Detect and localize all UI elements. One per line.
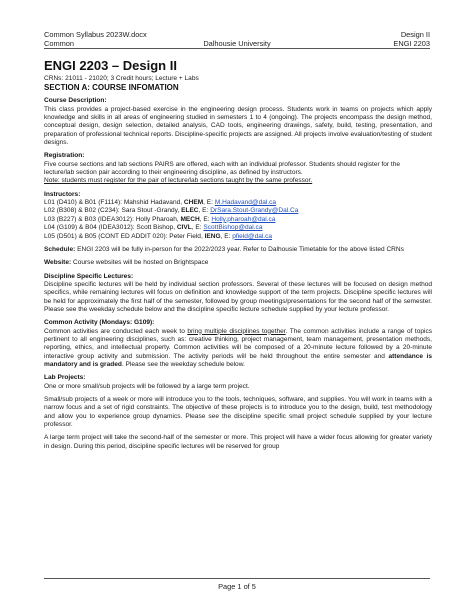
instructors-list [44, 199, 432, 241]
instructor-email-link[interactable]: DrSara.Stout-Grandy@Dal.Ca [210, 207, 299, 215]
instructor-discipline: IENG [204, 232, 221, 240]
instructor-row [44, 216, 432, 224]
discipline-lectures-heading: Discipline Specific Lectures: [44, 272, 134, 280]
instructor-row [44, 224, 432, 232]
footer-divider [44, 578, 430, 579]
header-course-code: ENGI 2203 [393, 39, 430, 48]
instructor-sections: L01 (D410) & B01 (F1114): Mahshid Hadavand, [44, 199, 184, 207]
header-file-name: Common Syllabus 2023W.docx [44, 30, 147, 39]
instructor-email-link[interactable]: pfield@dal.ca [232, 232, 273, 240]
common-activity-emphasis: bring multiple disciplines together [187, 327, 286, 335]
schedule-paragraph [44, 246, 432, 254]
attendance-mandatory-note: attendance is mandatory and is graded [44, 352, 432, 368]
instructors-heading: Instructors: [44, 190, 81, 198]
instructor-discipline: MECH [180, 215, 200, 223]
common-activity-heading: Common Activity (Mondays: G109): [44, 319, 155, 327]
instructor-sections: L03 (B227) & B03 (IDEA3012): Holly Pharoah, [44, 215, 181, 223]
schedule-label: Schedule: [44, 245, 76, 253]
instructor-email-label: , E: [220, 232, 233, 240]
common-activity-text: . Please see the weekday schedule below. [121, 360, 245, 368]
website-label: Website: [44, 259, 72, 267]
instructor-sections: L05 (D501) & B05 (CONT ED ADDIT 020): Peter Field, [44, 232, 205, 240]
instructor-row [44, 233, 432, 241]
crns-line: CRNs: 21011 - 21020; 3 Credit hours; Lecture + Labs [44, 75, 199, 82]
course-description-heading: Course Description: [44, 97, 107, 105]
instructor-email-label: , E: [203, 199, 215, 207]
instructor-sections: L02 (B308) & B02 (C234): Sara Stout -Grandy, [44, 207, 182, 215]
header-category: Common [44, 39, 74, 48]
schedule-text: ENGI 2203 will be fully in-person for the 2022/2023 year. Refer to Dalhousie Timetable for the above listed CRNs [75, 245, 404, 253]
instructor-row [44, 199, 432, 207]
document-body [44, 58, 432, 456]
lab-projects-small: Small/sub projects of a week or more will introduce you to the tools, techniques, software, and supplies. You will work in teams with a narrow focus and a set of rigid constraints. The objective of these projects is to introduce you to the design, build, test methodology and allow you to experience group dynamics. Please see the discipline specific small project schedule supplied by your lecture professor. [44, 396, 432, 429]
lab-projects-heading: Lab Projects: [44, 374, 86, 382]
lab-projects-intro: One or more small/sub projects will be followed by a large term project. [44, 382, 250, 390]
instructor-email-link[interactable]: Holly.pharoah@dal.ca [211, 215, 276, 223]
lab-projects-large: A large term project will take the second-half of the semester or more. This project will have a wider focus allowing for greater variety in design. During this period, discipline specific lectures will be reserved for group [44, 434, 432, 450]
registration-text: Five course sections and lab sections PAIRS are offered, each with an individual professor. Students should register for the lecture/lab section pair according to their engineering discipline, as defined by instructors. [44, 160, 401, 177]
instructor-email-link[interactable]: M.Hadavand@dal.ca [214, 199, 277, 207]
page-number: Page 1 of 5 [218, 582, 256, 591]
registration-paragraph [44, 161, 432, 186]
registration-note: Note: students must register for the pair of lecture/lab sections taught by the same professor. [44, 177, 313, 185]
instructor-discipline: CHEM [183, 199, 204, 207]
document-title: ENGI 2203 – Design II [44, 58, 177, 73]
common-activity-text: . The common activities include a range of topics pertinent to all engineering disciplines, such as: creative thinking, project management, team management, presentation methods, reporting, ethics, and intellectual property. Common activities will be composed of a 20-minute lecture followed by a 20-minute interactive group activity and submission. The activity periods will be held throughout the entire semester and [44, 327, 432, 360]
website-paragraph [44, 259, 432, 267]
instructor-discipline: ELEC [181, 207, 199, 215]
instructor-row [44, 207, 432, 215]
common-activity-text: Common activities are conducted each week to [44, 327, 188, 335]
discipline-lectures-text: Discipline specific lectures will be held by individual section professors. Several of these lectures will be focused on design method specifics, while remaining lectures will focus on definition and knowledge support of the term projects. Discipline specific lectures will be held for approximately the first half of the semester, followed by group meetings/presentations for the second half of the semester. Please see the weekday schedule below and the discipline specific lecture schedule supplied by your lecture professor. [44, 280, 432, 313]
common-activity-paragraph [44, 328, 432, 370]
header-university: Dalhousie University [203, 39, 271, 48]
section-a-heading: SECTION A: COURSE INFOMATION [44, 83, 179, 93]
instructor-email-label: , E: [198, 207, 211, 215]
registration-heading: Registration: [44, 152, 85, 160]
instructor-email-label: , E: [199, 215, 212, 223]
instructor-email-label: , E: [191, 224, 204, 232]
header-divider [44, 48, 430, 49]
course-description-text: This class provides a project-based exercise in the engineering design process. Students work in teams on projects which apply knowledge and skills in all areas of engineering studied in semesters 1 to 4 (ongoing). The projects encompass the design method, conceptual design, design selection, detailed analysis, CAD tools, engineering drawings, safety, build, testing, presentation, and preparation of professional technical reports. Discipline-specific projects are assigned. All projects involve evaluation/testing of student designs. [44, 105, 432, 147]
instructor-discipline: CIVL [176, 224, 192, 232]
header-course-name: Design II [400, 30, 430, 39]
instructor-sections: L04 (G109) & B04 (IDEA3012): Scott Bishop, [44, 224, 177, 232]
website-text: Course websites will be hosted on Brightspace [71, 259, 209, 267]
instructor-email-link[interactable]: ScottBishop@dal.ca [203, 224, 263, 232]
